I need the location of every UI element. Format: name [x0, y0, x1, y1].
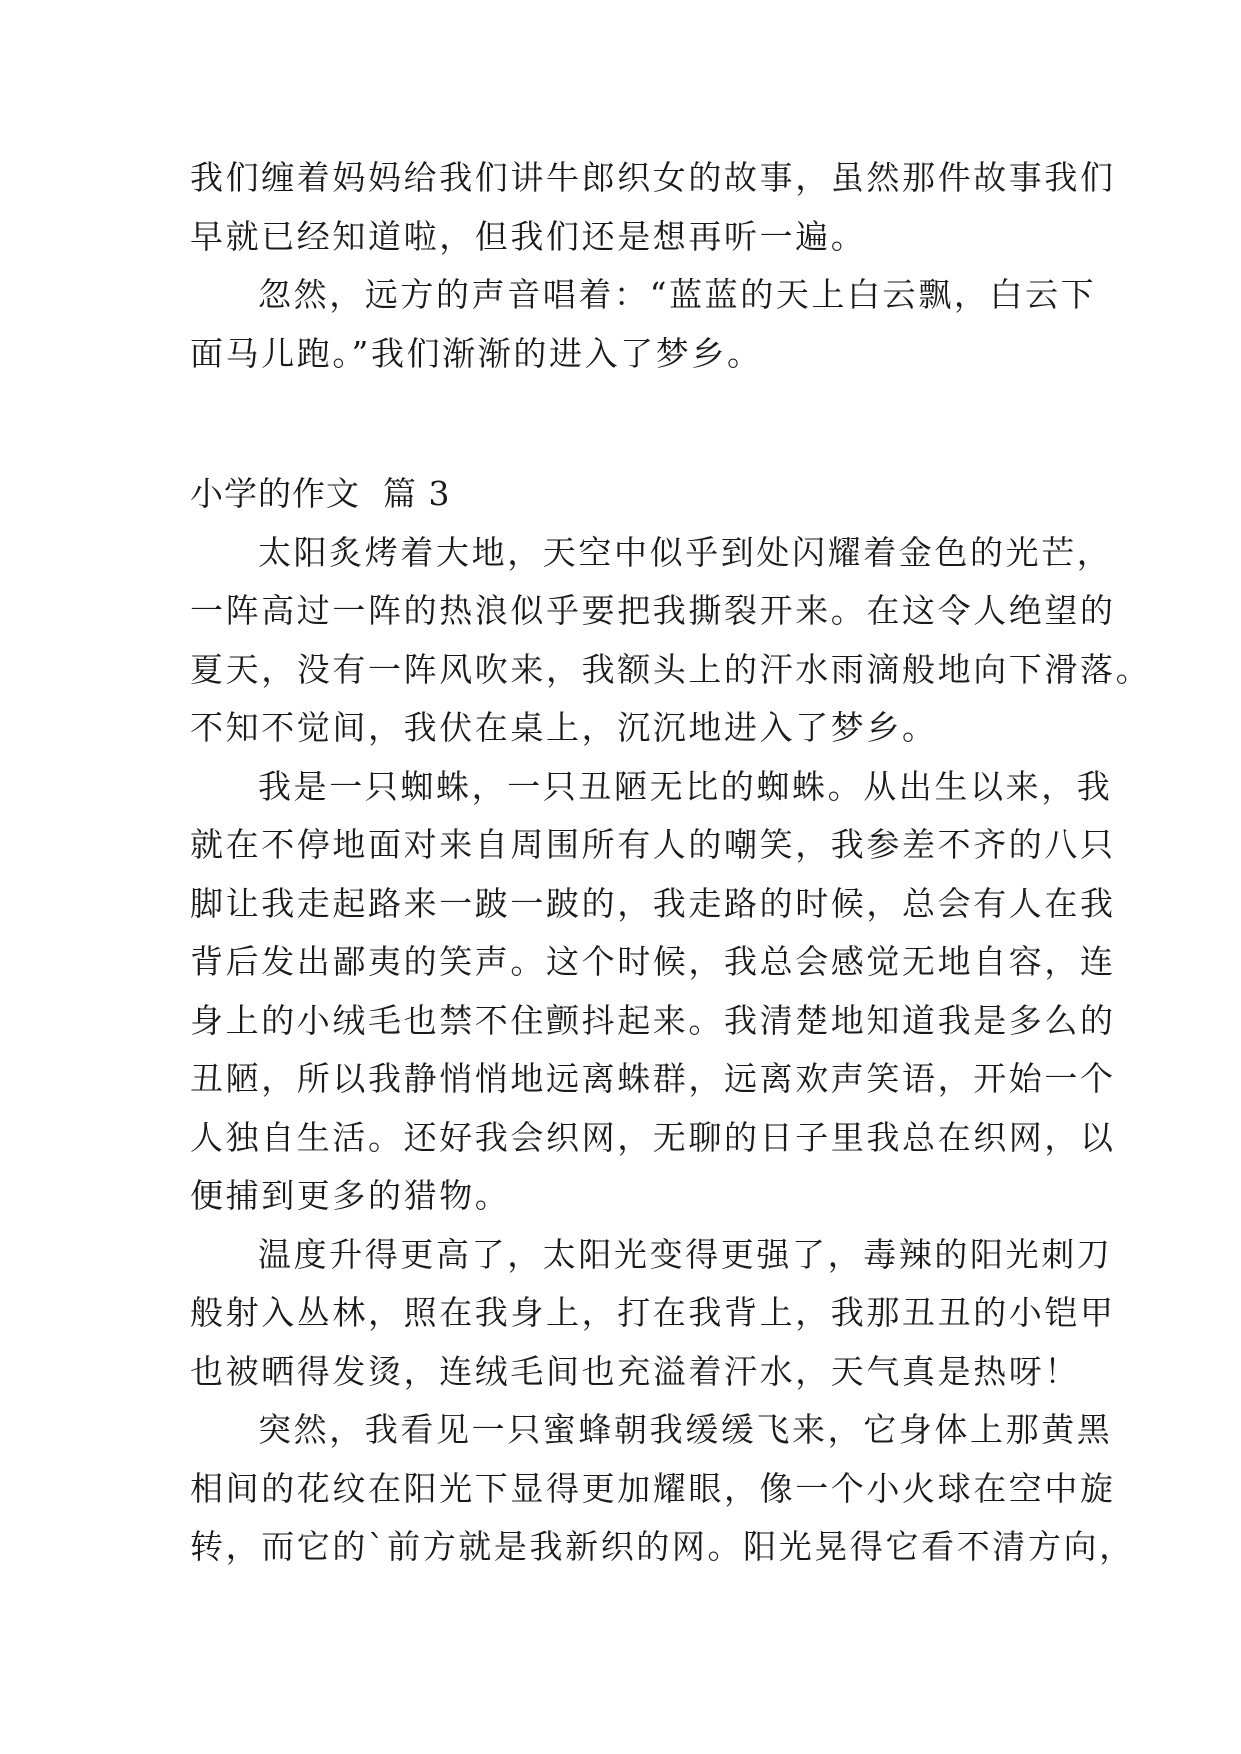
- text-line: 忽然，远方的声音唱着：“蓝蓝的天上白云飘，白云下: [258, 275, 1097, 314]
- text-line: 我们缠着妈妈给我们讲牛郎织女的故事，虽然那件故事我们: [190, 158, 1116, 197]
- text-line: 也被晒得发烫，连绒毛间也充溢着汗水，天气真是热呀！: [190, 1351, 1080, 1391]
- text-line: 我是一只蜘蛛，一只丑陋无比的蜘蛛。从出生以来，我: [258, 766, 1113, 806]
- text-line: 一阵高过一阵的热浪似乎要把我撕裂开来。在这令人绝望的: [190, 591, 1116, 630]
- text-line: 突然，我看见一只蜜蜂朝我缓缓飞来，它身体上那黄黑: [258, 1410, 1113, 1449]
- paragraph: [190, 524, 1152, 758]
- text-line: 脚让我走起路来一跛一跛的，我走路的时候，总会有人在我: [190, 883, 1116, 923]
- text-line: 早就已经知道啦，但我们还是想再听一遍。: [190, 216, 867, 256]
- text-line: 转，而它的`前方就是我新织的网。阳光晃得它看不清方向，: [190, 1527, 1135, 1566]
- text-line: 面马儿跑。”我们渐渐的进入了梦乡。: [190, 333, 763, 373]
- text-line: 温度升得更高了，太阳光变得更强了，毒辣的阳光刺刀: [258, 1234, 1113, 1274]
- text-line: 人独自生活。还好我会织网，无聊的日子里我总在织网，以: [190, 1117, 1116, 1157]
- paragraph: [190, 149, 1116, 266]
- section-spacer: [190, 383, 1060, 465]
- text-line: 相间的花纹在阳光下显得更加耀眼，像一个小火球在空中旋: [190, 1468, 1116, 1508]
- document-body: [190, 149, 1152, 1577]
- paragraph: [190, 758, 1116, 1226]
- section-title: 小学的作文 篇 3: [190, 474, 451, 513]
- text-line: 便捕到更多的猎物。: [190, 1176, 511, 1215]
- text-line: 般射入丛林，照在我身上，打在我背上，我那丑丑的小铠甲: [190, 1293, 1116, 1332]
- paragraph: [190, 266, 1097, 383]
- paragraph: [190, 1401, 1135, 1577]
- text-line: 背后发出鄙夷的笑声。这个时候，我总会感觉无地自容，连: [190, 942, 1116, 981]
- text-line: 夏天，没有一阵风吹来，我额头上的汗水雨滴般地向下滑落。: [190, 649, 1152, 689]
- paragraph: [190, 1226, 1116, 1402]
- text-line: 就在不停地面对来自周围所有人的嘲笑，我参差不齐的八只: [190, 825, 1116, 864]
- text-line: 丑陋，所以我静悄悄地远离蛛群，远离欢声笑语，开始一个: [190, 1059, 1116, 1098]
- text-line: 身上的小绒毛也禁不住颤抖起来。我清楚地知道我是多么的: [190, 1000, 1116, 1040]
- text-line: 太阳炙烤着大地，天空中似乎到处闪耀着金色的光芒，: [258, 532, 1113, 572]
- text-line: 不知不觉间，我伏在桌上，沉沉地进入了梦乡。: [190, 708, 938, 747]
